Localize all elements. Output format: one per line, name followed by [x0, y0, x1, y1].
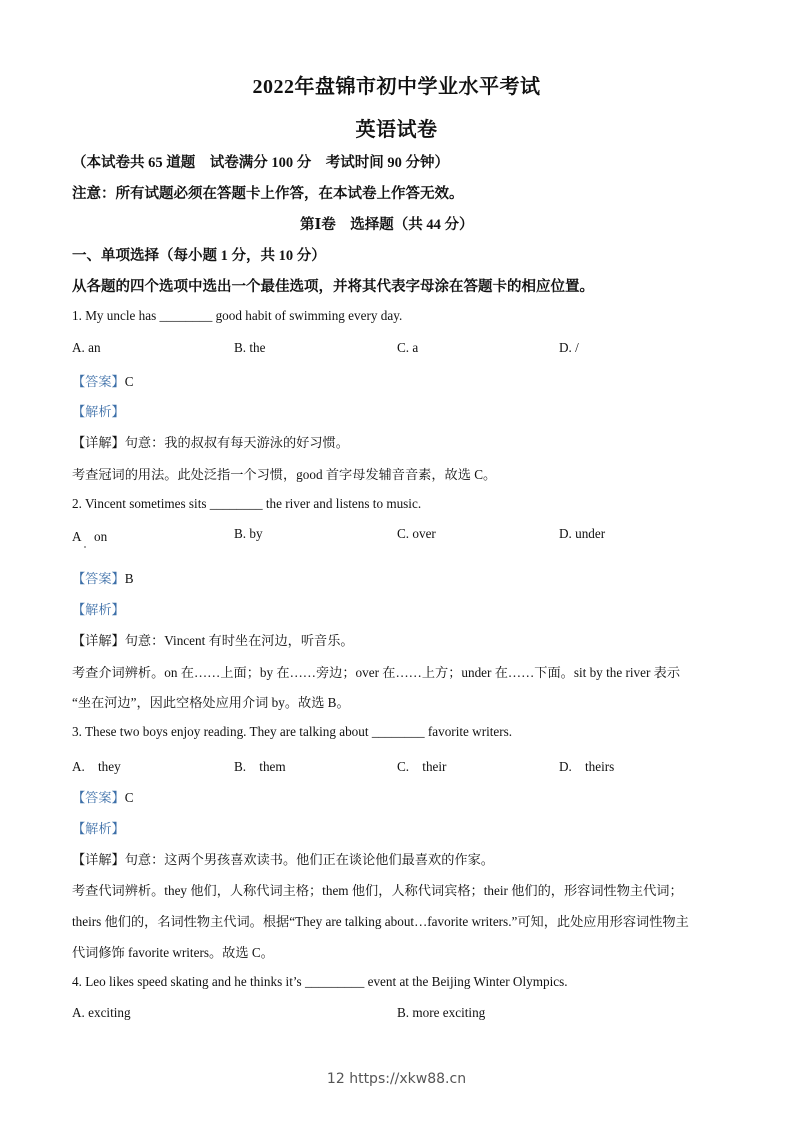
explanation-line: 考查代词辨析。they 他们，人称代词主格；them 他们，人称代词宾格；their 他们的，形容词性物主代词；	[72, 883, 683, 898]
question-stem: 3. These two boys enjoy reading. They are talking about ________ favorite writers.	[72, 724, 513, 739]
option-a: A. they	[72, 759, 121, 774]
part-heading: 第Ⅰ卷 选择题（共 44 分）	[300, 217, 474, 233]
page-number: 12	[326, 1071, 345, 1087]
detail-label: 【详解】	[72, 435, 125, 450]
option-d: D. under	[559, 526, 606, 541]
option-d: D. theirs	[559, 759, 615, 774]
option-a: A. exciting	[72, 1005, 131, 1020]
question-stem: 2. Vincent sometimes sits ________ the river and listens to music.	[72, 496, 422, 511]
answer-value: C	[124, 374, 134, 389]
exam-title: 2022年盘锦市初中学业水平考试	[252, 76, 541, 98]
explanation-line: theirs 他们的，名词性物主代词。根据“They are talking about…favorite writers.”可知，此处应用形容词性物主	[72, 914, 689, 929]
answer-line	[72, 371, 134, 390]
analysis-label: 【解析】	[72, 404, 125, 419]
section-heading: 一、单项选择（每小题 1 分，共 10 分）	[72, 248, 326, 264]
option-c: C. a	[397, 340, 419, 355]
exam-notice: 注意：所有试题必须在答题卡上作答，在本试卷上作答无效。	[72, 186, 464, 202]
detail-text: 句意：这两个男孩喜欢读书。他们正在谈论他们最喜欢的作家。	[124, 852, 494, 867]
option-c: C. their	[397, 759, 447, 774]
analysis-label: 【解析】	[72, 821, 125, 836]
option-b: B. the	[234, 340, 266, 355]
answer-line	[72, 568, 134, 587]
option-b: B. them	[234, 759, 286, 774]
explanation-line: “坐在河边”，因此空格处应用介词 by。故选 B。	[72, 695, 350, 710]
detail-line	[72, 432, 349, 451]
page-footer	[0, 1071, 793, 1087]
stray-dot	[84, 546, 86, 548]
answer-label: 【答案】	[72, 571, 125, 586]
explanation-line: 代词修饰 favorite writers。故选 C。	[72, 945, 274, 960]
explanation-line: 考查介词辨析。on 在……上面；by 在……旁边；over 在……上方；under 在……下面。sit by the river 表示	[72, 665, 681, 680]
exam-info: （本试卷共 65 道题 试卷满分 100 分 考试时间 90 分钟）	[72, 155, 449, 171]
exam-subtitle: 英语试卷	[355, 119, 438, 141]
detail-text: 句意：Vincent 有时坐在河边，听音乐。	[124, 633, 354, 648]
option-a: A on	[72, 529, 108, 544]
detail-line	[72, 849, 494, 868]
answer-line	[72, 787, 134, 806]
question-stem: 1. My uncle has ________ good habit of swimming every day.	[72, 308, 403, 323]
option-c: C. over	[397, 526, 436, 541]
explanation-line: 考查冠词的用法。此处泛指一个习惯，good 首字母发辅音音素，故选 C。	[72, 467, 497, 482]
option-b: B. more exciting	[397, 1005, 486, 1020]
analysis-label: 【解析】	[72, 602, 125, 617]
section-instruction: 从各题的四个选项中选出一个最佳选项，并将其代表字母涂在答题卡的相应位置。	[72, 279, 594, 295]
answer-label: 【答案】	[72, 374, 125, 389]
answer-label: 【答案】	[72, 790, 125, 805]
answer-value: B	[124, 571, 134, 586]
option-b: B. by	[234, 526, 263, 541]
footer-site: https://xkw88.cn	[349, 1071, 467, 1087]
detail-label: 【详解】	[72, 852, 125, 867]
detail-line	[72, 630, 354, 649]
detail-text: 句意：我的叔叔有每天游泳的好习惯。	[124, 435, 349, 450]
answer-value: C	[124, 790, 134, 805]
option-d: D. /	[559, 340, 579, 355]
detail-label: 【详解】	[72, 633, 125, 648]
option-a: A. an	[72, 340, 101, 355]
question-stem: 4. Leo likes speed skating and he thinks it’s _________ event at the Beijing Winter Olympics.	[72, 974, 568, 989]
